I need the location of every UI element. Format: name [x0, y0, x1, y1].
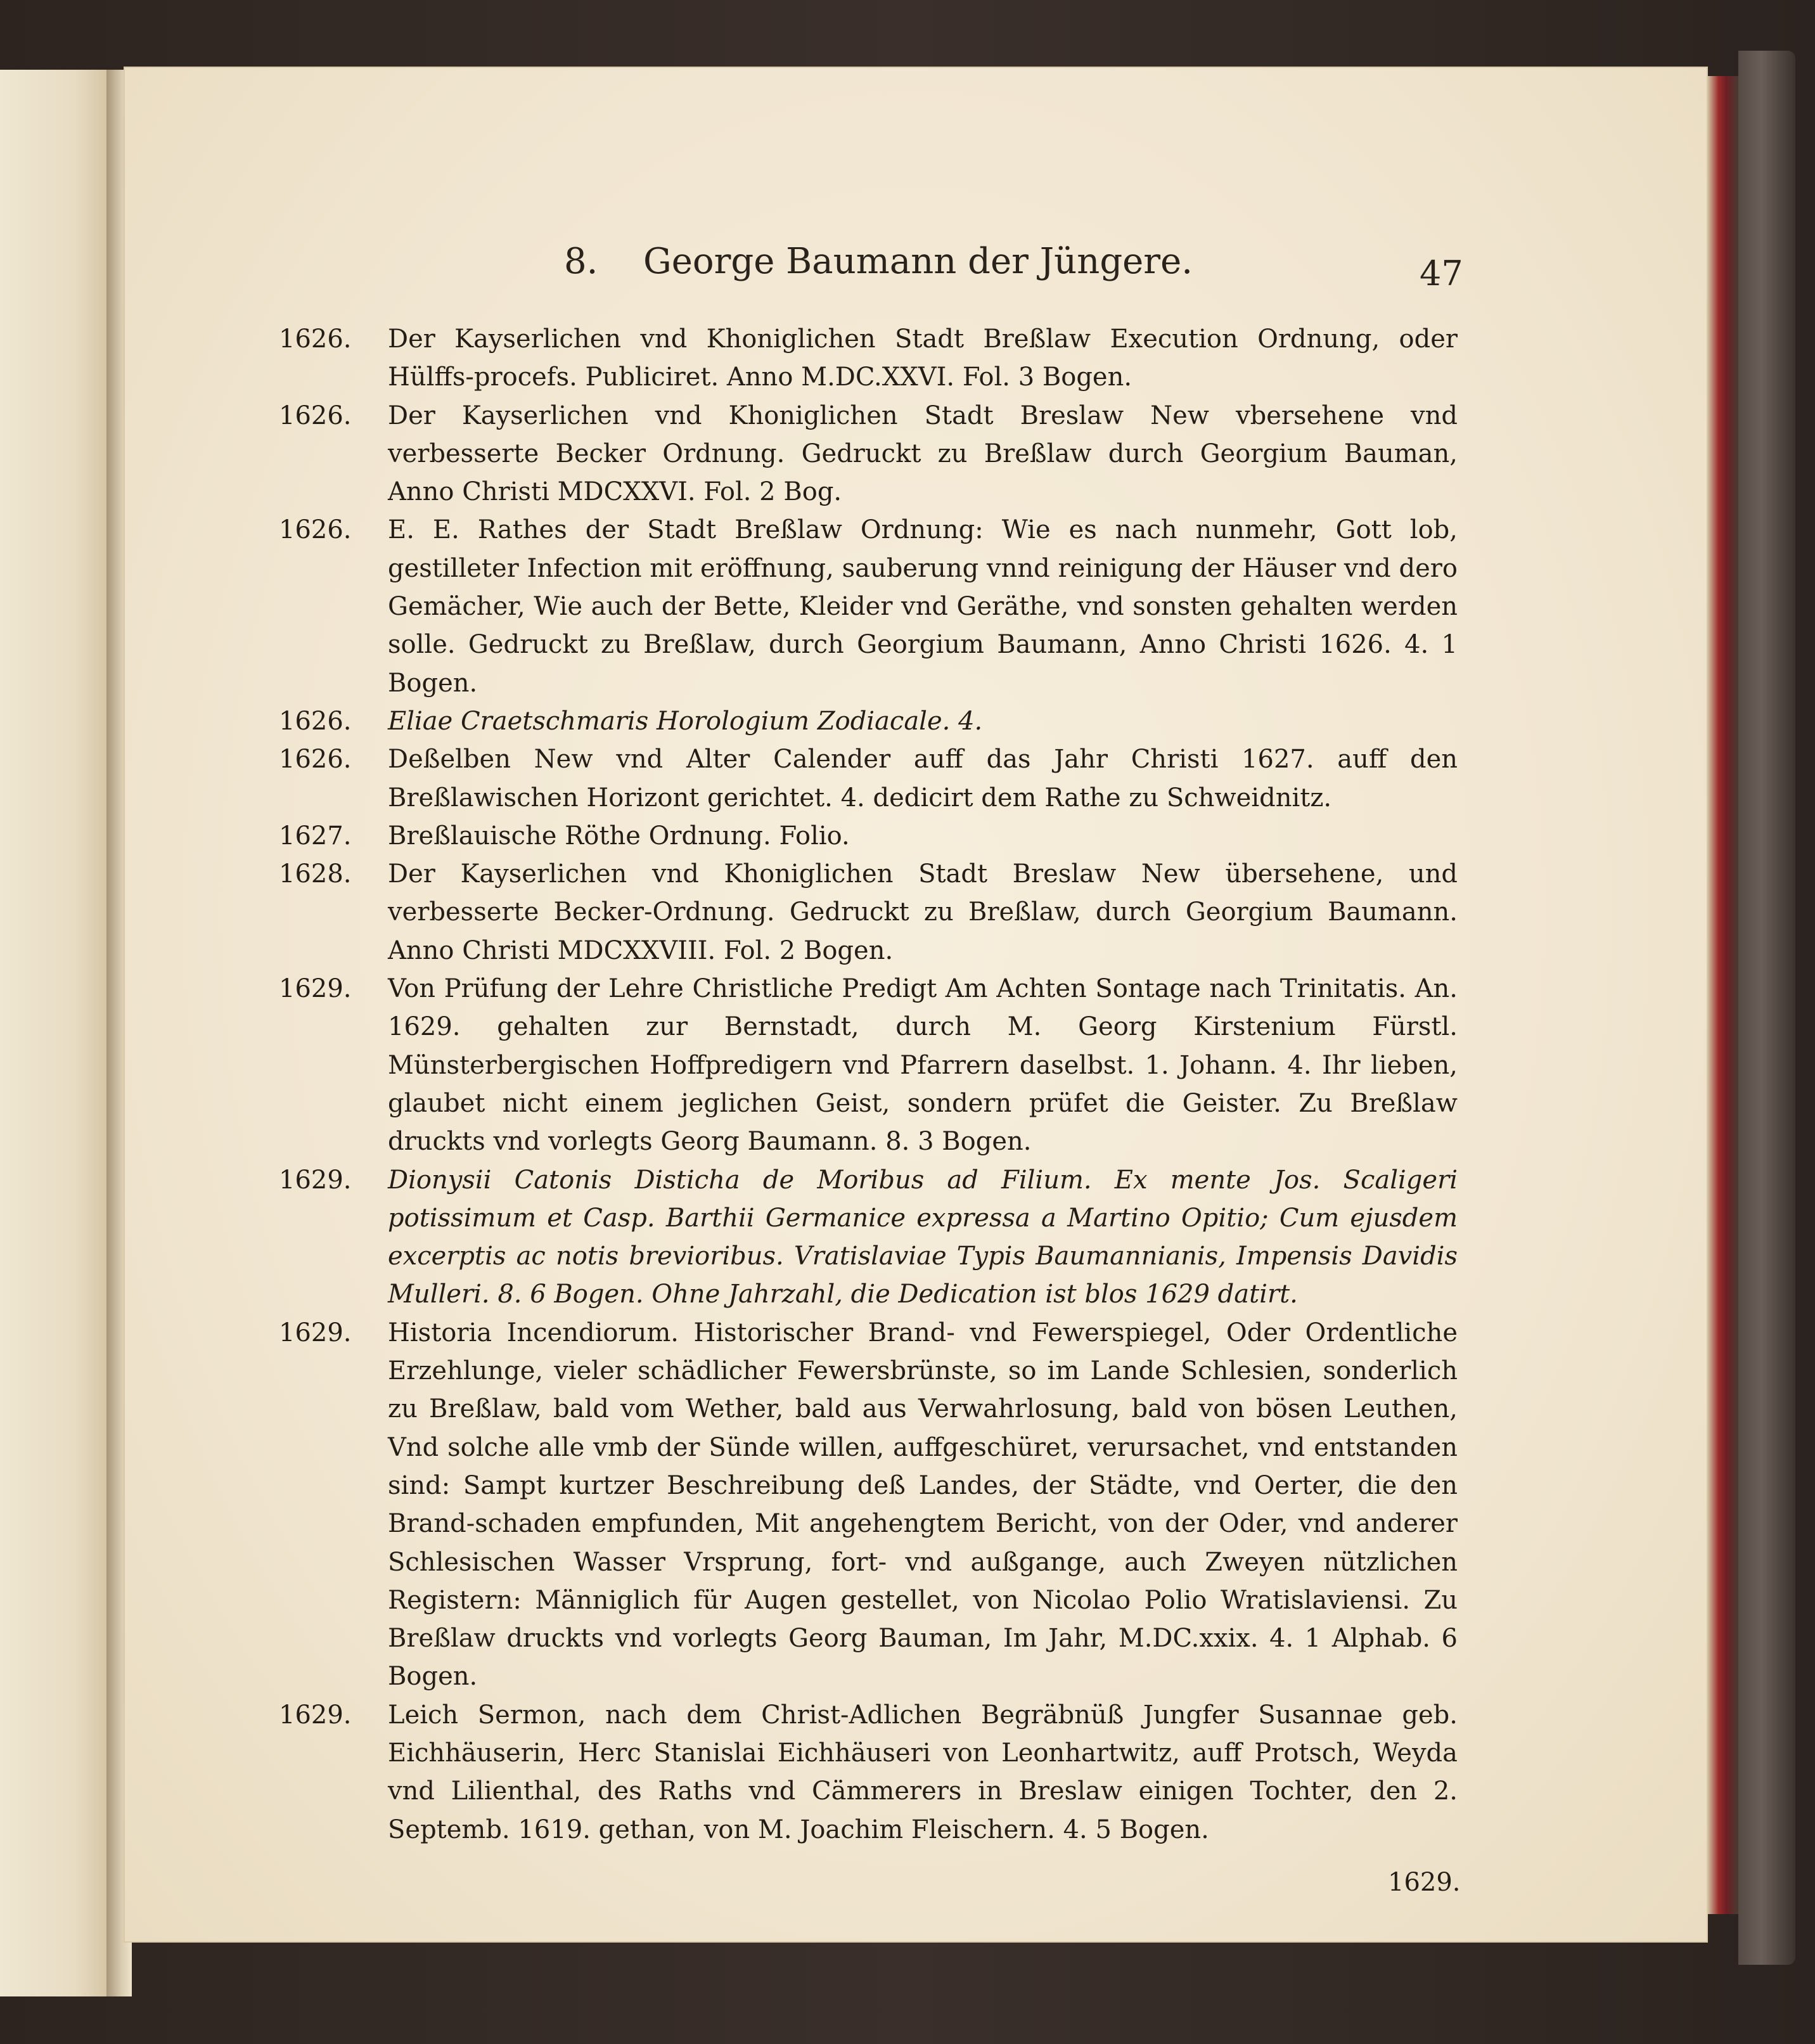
entry	[279, 855, 1458, 970]
entry-text: Leich Sermon, nach dem Christ-Adlichen Begräbnüß Jungfer Susannae geb. Eichhäuserin, Herc Stanislai Eichhäuseri von Leonhartwitz, auff Protsch, Weyda vnd Lilienthal, des Raths vnd Cämmerers in Breslaw einigen Tochter, den 2. Septemb. 1619. gethan, von M. Joachim Fleischern. 4. 5 Bogen.	[388, 1700, 1458, 1844]
entry-year: 1626.	[279, 325, 352, 354]
entry-year: 1628.	[279, 859, 352, 889]
running-header	[564, 241, 1477, 298]
left-page-edge	[0, 70, 108, 1996]
entry	[279, 702, 1458, 740]
entry	[279, 511, 1458, 702]
entry-text: Deßelben New vnd Alter Calender auff das Jahr Christi 1627. auff den Breßlawischen Horizont gerichtet. 4. dedicirt dem Rathe zu Schweidnitz.	[388, 745, 1458, 813]
entry	[279, 1314, 1458, 1696]
entry	[279, 1696, 1458, 1849]
entry-year: 1626.	[279, 745, 352, 775]
entry-year: 1629.	[279, 1165, 352, 1195]
page-title: George Baumann der Jüngere.	[643, 241, 1193, 282]
entry-text: Der Kayserlichen vnd Khoniglichen Stadt Breslaw New vbersehene vnd verbesserte Becker Ordnung. Gedruckt zu Breßlaw durch Georgium Bauman, Anno Christi MDCXXVI. Fol. 2 Bog.	[388, 401, 1458, 507]
section-number: 8.	[564, 241, 598, 282]
entry-text: Eliae Craetschmaris Horologium Zodiacale. 4.	[388, 706, 983, 736]
entry	[279, 740, 1458, 817]
entry-text: Der Kayserlichen vnd Khoniglichen Stadt Breslaw New übersehene, und verbesserte Becker-Ordnung. Gedruckt zu Breßlaw, durch Georgium Baumann. Anno Christi MDCXXVIII. Fol. 2 Bogen.	[388, 859, 1458, 965]
entry-text: Dionysii Catonis Disticha de Moribus ad Filium. Ex mente Jos. Scaligeri potissimum et Casp. Barthii Germanice expressa a Martino Opitio; Cum ejusdem excerptis ac notis brevioribus. Vratislaviae Typis Baumannianis, Impensis Davidis Mulleri. 8. 6 Bogen. Ohne Jahrzahl, die Dedication ist blos 1629 datirt.	[388, 1165, 1458, 1309]
entry-text: Der Kayserlichen vnd Khoniglichen Stadt Breßlaw Execution Ordnung, oder Hülffs-procefs. Publiciret. Anno M.DC.XXVI. Fol. 3 Bogen.	[388, 325, 1458, 392]
entry	[279, 1161, 1458, 1314]
entry-year: 1626.	[279, 515, 352, 545]
catchword-visible: 1629.	[1388, 1868, 1461, 1897]
entry-year: 1629.	[279, 1700, 352, 1730]
entry-year: 1626.	[279, 706, 352, 736]
entry	[279, 817, 1458, 855]
entry-year: 1629.	[279, 974, 352, 1004]
entry-text: E. E. Rathes der Stadt Breßlaw Ordnung: Wie es nach nunmehr, Gott lob, gestilleter Infection mit eröffnung, sauberung vnnd reinigung der Häuser vnd dero Gemächer, Wie auch der Bette, Kleider vnd Geräthe, vnd sonsten gehalten werden solle. Gedruckt zu Breßlaw, durch Georgium Baumann, Anno Christi 1626. 4. 1 Bogen.	[388, 515, 1458, 698]
entry-year: 1626.	[279, 401, 352, 430]
bibliography-list	[279, 320, 1458, 1849]
entry-text: Von Prüfung der Lehre Christliche Predigt Am Achten Sontage nach Trinitatis. An. 1629. gehalten zur Bernstadt, durch M. Georg Kirstenium Fürstl. Münsterbergischen Hoffpredigern vnd Pfarrern daselbst. 1. Johann. 4. Ihr lieben, glaubet nicht einem jeglichen Geist, sondern prüfet die Geister. Zu Breßlaw druckts vnd vorlegts Georg Baumann. 8. 3 Bogen.	[388, 974, 1458, 1157]
entry-year: 1629.	[279, 1318, 352, 1347]
page-edge-red	[1708, 76, 1738, 1914]
entry	[279, 970, 1458, 1160]
entry-text: Breßlauische Röthe Ordnung. Folio.	[388, 821, 850, 851]
entry	[279, 397, 1458, 511]
entry	[279, 320, 1458, 397]
entry-text: Historia Incendiorum. Historischer Brand- vnd Fewerspiegel, Oder Ordentliche Erzehlunge, vieler schädlicher Fewersbrünste, so im Lande Schlesien, sonderlich zu Breßlaw, bald vom Wether, bald aus Verwahrlosung, bald von bösen Leuthen, Vnd solche alle vmb der Sünde willen, auffgeschüret, verursachet, vnd entstanden sind: Sampt kurtzer Beschreibung deß Landes, der Städte, vnd Oerter, die den Brand-schaden empfunden, Mit angehengtem Bericht, von der Oder, vnd anderer Schlesischen Wasser Vrsprung, fort- vnd außgange, auch Zweyen nützlichen Registern: Männiglich für Augen gestellet, von Nicolao Polio Wratislaviensi. Zu Breßlaw druckts vnd vorlegts Georg Bauman, Im Jahr, M.DC.xxix. 4. 1 Alphab. 6 Bogen.	[388, 1318, 1458, 1692]
page-number: 47	[1420, 254, 1463, 293]
book-cover-edge	[1738, 51, 1795, 1965]
entry-year: 1627.	[279, 821, 352, 851]
